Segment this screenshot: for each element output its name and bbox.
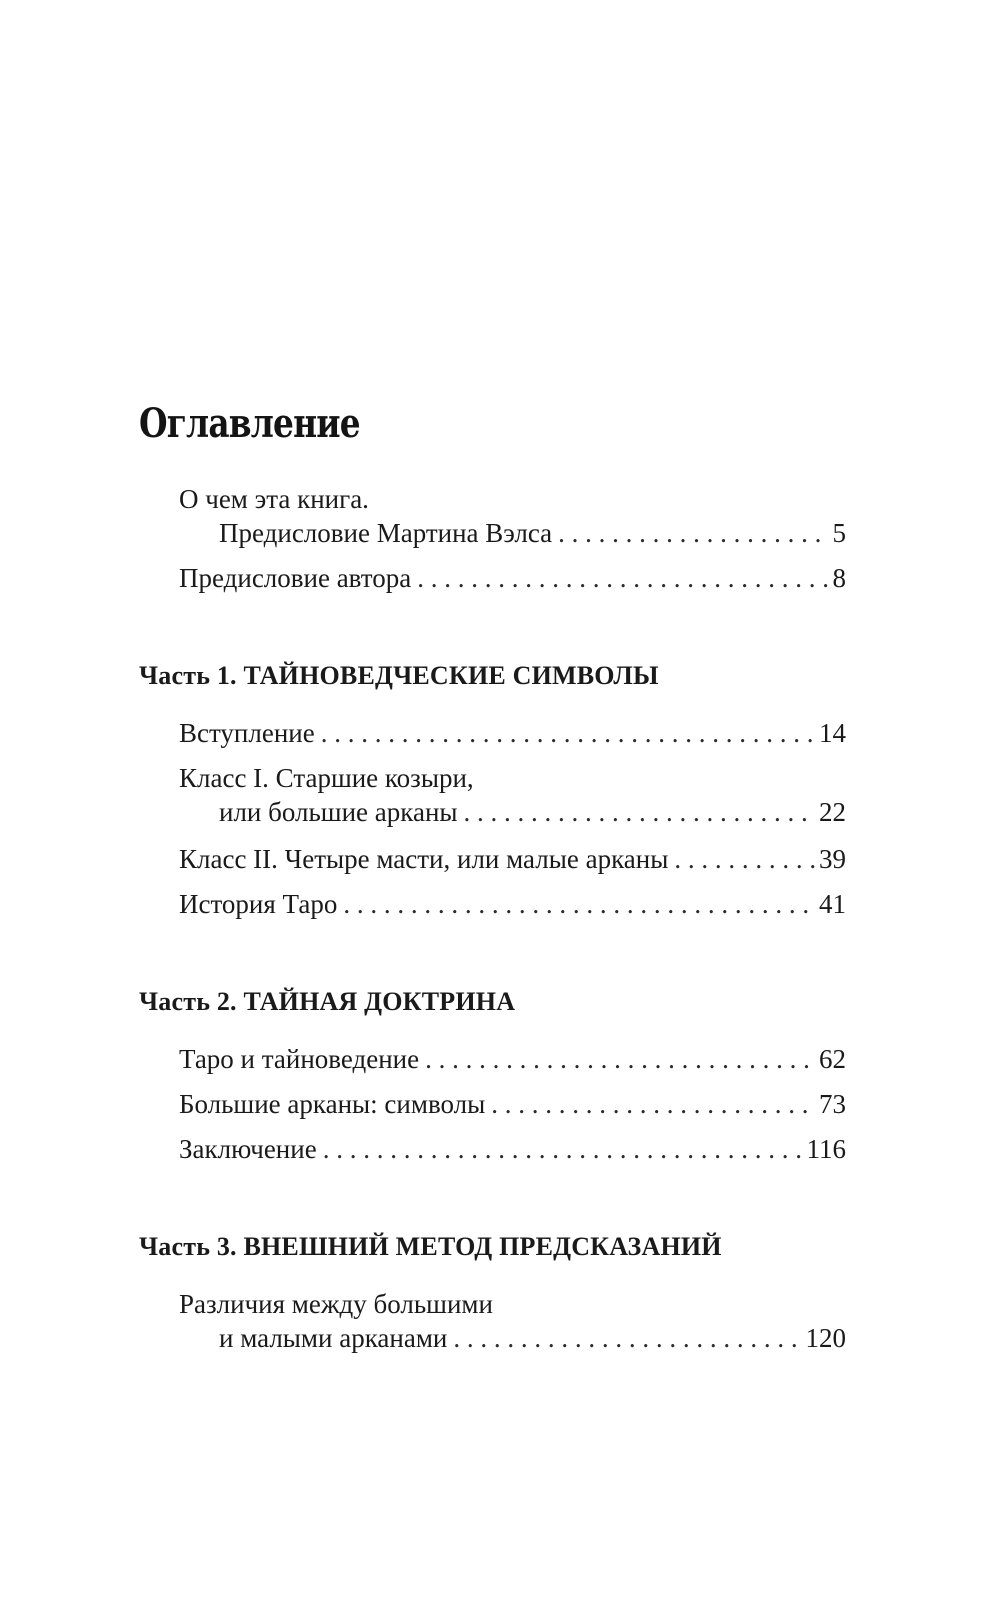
toc-entry-text: Предисловие автора [179, 563, 412, 593]
toc-entry [179, 1287, 846, 1355]
toc-entry-page: 41 [819, 889, 846, 919]
toc-entry-text: О чем эта книга. [179, 484, 369, 514]
toc-entry-text: Заключение [179, 1134, 317, 1164]
toc-entry-text: Различия между большими [179, 1289, 493, 1319]
toc-entry [179, 1132, 846, 1166]
dot-leader [343, 887, 815, 921]
toc-entry-page: 8 [832, 563, 846, 593]
part-heading: Часть 3. ВНЕШНИЙ МЕТОД ПРЕДСКАЗАНИЙ [139, 1232, 722, 1261]
toc-entry [179, 842, 846, 876]
dot-leader [453, 1321, 801, 1355]
toc-entry-text: или большие арканы [219, 797, 458, 827]
toc-entry-text: Большие арканы: символы [179, 1089, 486, 1119]
dot-leader [321, 716, 815, 750]
dot-leader [491, 1087, 815, 1121]
dot-leader [417, 561, 828, 595]
toc-entry [179, 761, 846, 829]
dot-leader [425, 1042, 815, 1076]
toc-entry-text: Класс II. Четыре масти, или малые арканы [179, 844, 669, 874]
toc-entry-page: 5 [832, 518, 846, 548]
page-title: Оглавление [139, 400, 360, 447]
toc-entry-text: Предисловие Мартина Вэлса [219, 518, 553, 548]
toc-entry-text: и малыми арканами [219, 1323, 448, 1353]
dot-leader [464, 795, 815, 829]
toc-entry-page: 14 [819, 718, 846, 748]
toc-entry-page: 22 [819, 797, 846, 827]
toc-entry [179, 716, 846, 750]
dot-leader [558, 516, 828, 550]
toc-entry-text: Класс I. Старшие козыри, [179, 763, 474, 793]
toc-entry-page: 39 [819, 844, 846, 874]
toc-entry-page: 62 [819, 1044, 846, 1074]
toc-entry-page: 73 [819, 1089, 846, 1119]
part-heading: Часть 2. ТАЙНАЯ ДОКТРИНА [139, 987, 516, 1016]
toc-entry-page: 116 [806, 1134, 846, 1164]
dot-leader [323, 1132, 803, 1166]
toc-entry-text: Таро и тайноведение [179, 1044, 420, 1074]
part-heading: Часть 1. ТАЙНОВЕДЧЕСКИЕ СИМВОЛЫ [139, 661, 659, 690]
toc-entry-text: Вступление [179, 718, 315, 748]
toc-entry-page: 120 [805, 1323, 846, 1353]
toc-entry [179, 561, 846, 595]
toc-entry [179, 887, 846, 921]
dot-leader [674, 842, 815, 876]
toc-entry-text: История Таро [179, 889, 338, 919]
toc-entry [179, 1087, 846, 1121]
toc-entry [179, 482, 846, 550]
toc-entry [179, 1042, 846, 1076]
